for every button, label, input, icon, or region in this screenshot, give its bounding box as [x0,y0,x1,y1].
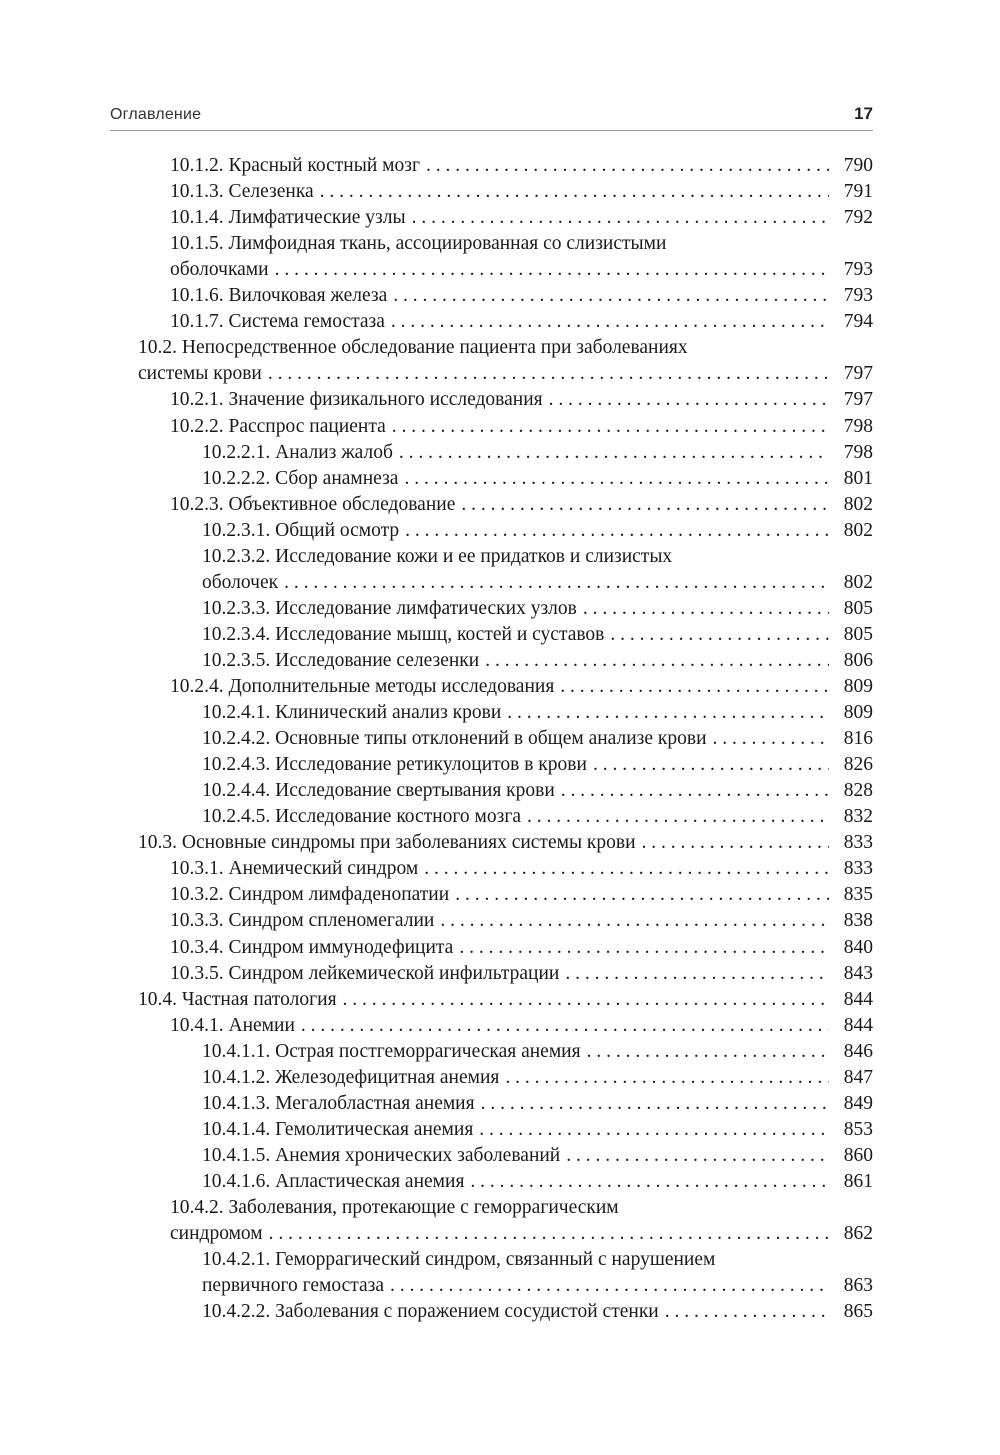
toc-entry-line [170,935,873,961]
toc-entry-page: 806 [843,649,873,671]
dot-leader [399,440,829,466]
toc-entry-title: оболочек [202,571,279,593]
toc-entry-title: синдромом [170,1223,263,1245]
toc-entry-page: 832 [843,806,873,828]
toc-entry-line [202,1117,873,1143]
toc-entry-line [170,153,873,179]
toc-entry-line [202,1299,873,1325]
toc-entry-title: 10.2.4.2. Основные типы отклонений в общем анализе крови [202,728,707,750]
dot-leader [560,674,829,700]
toc-entry-title: 10.3.2. Синдром лимфаденопатии [170,884,450,906]
toc-entry-line [138,361,873,387]
toc-entry-page: 833 [843,832,873,854]
toc-entry-title: 10.2.4.5. Исследование костного мозга [202,806,521,828]
toc-entry-title: 10.2. Непосредственное обследование пациента при заболеваниях [138,337,688,359]
toc-entry-line [170,882,873,908]
toc-entry-page: 826 [843,754,873,776]
dot-leader [713,726,829,752]
toc-entry-line [202,1169,873,1195]
toc-entry-title: 10.2.3.2. Исследование кожи и ее придатков и слизистых [202,545,673,567]
toc-entry-title: 10.2.3.3. Исследование лимфатических узлов [202,597,577,619]
toc-entry-page: 816 [843,728,873,750]
toc-entry-line [170,961,873,987]
dot-leader [392,414,829,440]
toc-entry-line [202,596,873,622]
toc-entry-page: 805 [843,623,873,645]
dot-leader [268,361,829,387]
toc-entry-line [202,518,873,544]
dot-leader [479,1117,829,1143]
dot-leader [284,570,829,596]
toc-entry-line [170,414,873,440]
toc-entry-title: оболочками [170,259,269,281]
toc-entry-line [170,387,873,413]
toc-entry-title: 10.4.2.1. Геморрагический синдром, связанный с нарушением [202,1249,716,1271]
toc-entry-page: 809 [843,676,873,697]
toc-entry-line [202,1247,715,1273]
toc-entry-page: 790 [843,155,873,176]
dot-leader [642,830,829,856]
toc-entry-line [170,492,873,518]
toc-entry-line [202,804,873,830]
dot-leader [440,908,829,934]
dot-leader [405,518,829,544]
toc-entry-page: 802 [843,493,873,515]
dot-leader [565,961,829,987]
toc-entry-page: 794 [843,311,873,333]
dot-leader [301,1013,829,1039]
dot-leader [593,752,829,778]
toc-entry-title: 10.1.7. Система гемостаза [170,311,385,333]
toc-entry-title: 10.1.2. Красный костный мозг [170,155,420,176]
toc-entry-page: 862 [843,1223,873,1245]
toc-entry-title: 10.1.4. Лимфатические узлы [170,207,406,229]
toc-entry-line [202,726,873,752]
toc-entry-line [202,778,873,804]
toc-entry-page: 793 [843,285,873,307]
toc-entry-line [170,231,666,257]
toc-entry-title: 10.1.5. Лимфоидная ткань, ассоциированная со слизистыми [170,233,667,255]
toc-entry-page: 798 [843,441,873,463]
toc-entry-title: 10.4.1.2. Железодефицитная анемия [202,1066,500,1088]
toc-entry-line [170,1221,873,1247]
toc-entry-line [170,179,873,205]
toc-entry-title: 10.3.4. Синдром иммунодефицита [170,936,454,958]
dot-leader [587,1039,829,1065]
toc-entry-title: 10.2.2. Расспрос пациента [170,415,386,437]
toc-entry-page: 861 [843,1170,873,1192]
toc-entry-page: 846 [843,1040,873,1062]
dot-leader [549,387,829,413]
dot-leader [426,153,829,179]
toc-entry-title: 10.1.6. Вилочковая железа [170,285,388,307]
toc-entry-line [170,908,873,934]
toc-entry-line [170,1195,619,1221]
dot-leader [566,1143,829,1169]
toc-entry-page: 801 [843,467,873,489]
toc-entry-title: 10.3.3. Синдром спленомегалии [170,910,435,932]
dot-leader [275,257,829,283]
toc-entry-title: 10.2.2.2. Сбор анамнеза [202,467,399,489]
toc-entry-title: 10.3.5. Синдром лейкемической инфильтрации [170,962,560,984]
dot-leader [424,856,829,882]
toc-entry-line [202,622,873,648]
page-number: 17 [854,104,873,123]
toc-entry-page: 797 [843,363,873,385]
toc-entry-page: 793 [843,259,873,281]
toc-entry-line [202,1143,873,1169]
toc-entry-title: системы крови [138,363,262,385]
toc-entry-title: первичного гемостаза [202,1275,385,1297]
dot-leader [610,622,829,648]
toc-entry-title: 10.2.4.1. Клинический анализ крови [202,702,502,724]
dot-leader [404,466,829,492]
toc-entry-title: 10.2.1. Значение физикального исследования [170,389,543,411]
toc-entry-page: 838 [843,910,873,932]
toc-entry-title: 10.4.1.5. Анемия хронических заболеваний [202,1144,561,1166]
toc-entry-page: 802 [843,519,873,541]
toc-entry-page: 835 [843,884,873,906]
dot-leader [391,309,829,335]
toc-entry-title: 10.2.3.5. Исследование селезенки [202,649,480,671]
toc-entry-title: 10.4.2.2. Заболевания с поражением сосудистой стенки [202,1301,659,1323]
dot-leader [583,596,829,622]
running-header-title: Оглавление [110,106,202,123]
toc-entry-title: 10.2.4. Дополнительные методы исследования [170,676,555,697]
toc-entry-page: 844 [843,988,873,1010]
toc-entry-title: 10.3.1. Анемический синдром [170,858,419,880]
dot-leader [320,179,829,205]
dot-leader [507,700,829,726]
toc-entry-page: 847 [843,1066,873,1088]
toc-entry-page: 809 [843,702,873,724]
dot-leader [412,205,829,231]
toc-entry-page: 844 [843,1014,873,1036]
toc-entry-page: 797 [843,389,873,411]
dot-leader [481,1091,829,1117]
toc-entry-page: 805 [843,597,873,619]
toc-entry-line [170,309,873,335]
dot-leader [269,1221,829,1247]
toc-entry-title: 10.4.1.3. Мегалобластная анемия [202,1092,475,1114]
dot-leader [470,1169,829,1195]
toc-entry-title: 10.4.1.6. Апластическая анемия [202,1170,465,1192]
toc-entry-page: 865 [843,1301,873,1323]
toc-entry-title: 10.2.2.1. Анализ жалоб [202,441,393,463]
toc-entry-line [202,1091,873,1117]
toc-entry-title: 10.1.3. Селезенка [170,181,314,203]
toc-entry-page: 853 [843,1118,873,1140]
toc-entry-page: 798 [843,415,873,437]
toc-entry-page: 833 [843,858,873,880]
toc-entry-line [202,1273,873,1299]
toc-entry-line [170,205,873,231]
toc-entry-line [202,1039,873,1065]
toc-entry-line [202,1065,873,1091]
toc-entry-title: 10.2.3.4. Исследование мышц, костей и суставов [202,623,605,645]
toc-entry-title: 10.3. Основные синдромы при заболеваниях системы крови [138,832,636,854]
toc-entry-line [138,830,873,856]
toc-entry-title: 10.4.1. Анемии [170,1014,295,1036]
dot-leader [665,1299,829,1325]
dot-leader [461,492,829,518]
toc-entry-title: 10.2.4.3. Исследование ретикулоцитов в крови [202,754,587,776]
toc-entry-line [202,544,672,570]
toc-entry-line [170,674,873,700]
toc-entry-page: 792 [843,207,873,229]
toc-entry-page: 791 [843,181,873,203]
toc-entry-line [202,570,873,596]
toc-entry-title: 10.4.1.4. Гемолитическая анемия [202,1118,474,1140]
toc-entry-page: 863 [843,1275,873,1297]
toc-entry-page: 849 [843,1092,873,1114]
toc-entry-line [138,987,873,1013]
toc-entry-page: 840 [843,936,873,958]
dot-leader [459,935,829,961]
toc-entry-page: 860 [843,1144,873,1166]
toc-entry-line [202,648,873,674]
toc-entry-line [170,856,873,882]
toc-entry-line [170,257,873,283]
toc-entry-page: 828 [843,780,873,802]
toc-entry-line [202,752,873,778]
toc-entry-line [202,466,873,492]
dot-leader [485,648,829,674]
toc-entry-title: 10.4. Частная патология [138,988,337,1010]
dot-leader [393,283,829,309]
toc-entry-title: 10.2.3. Объективное обследование [170,493,456,515]
toc-entry-page: 843 [843,962,873,984]
dot-leader [527,804,829,830]
toc-entry-title: 10.2.3.1. Общий осмотр [202,519,400,541]
dot-leader [455,882,829,908]
dot-leader [505,1065,829,1091]
toc-entry-title: 10.4.2. Заболевания, протекающие с геморрагическим [170,1197,619,1218]
toc-entry-title: 10.2.4.4. Исследование свертывания крови [202,780,555,802]
toc-entry-line [202,700,873,726]
toc-entry-line [202,440,873,466]
toc-entry-line [170,283,873,309]
toc-entry-page: 802 [843,571,873,593]
toc-entry-line [138,335,688,361]
toc-entry-line [170,1013,873,1039]
toc-entry-title: 10.4.1.1. Острая постгеморрагическая анемия [202,1040,581,1062]
dot-leader [561,778,829,804]
dot-leader [390,1273,829,1299]
dot-leader [343,987,829,1013]
